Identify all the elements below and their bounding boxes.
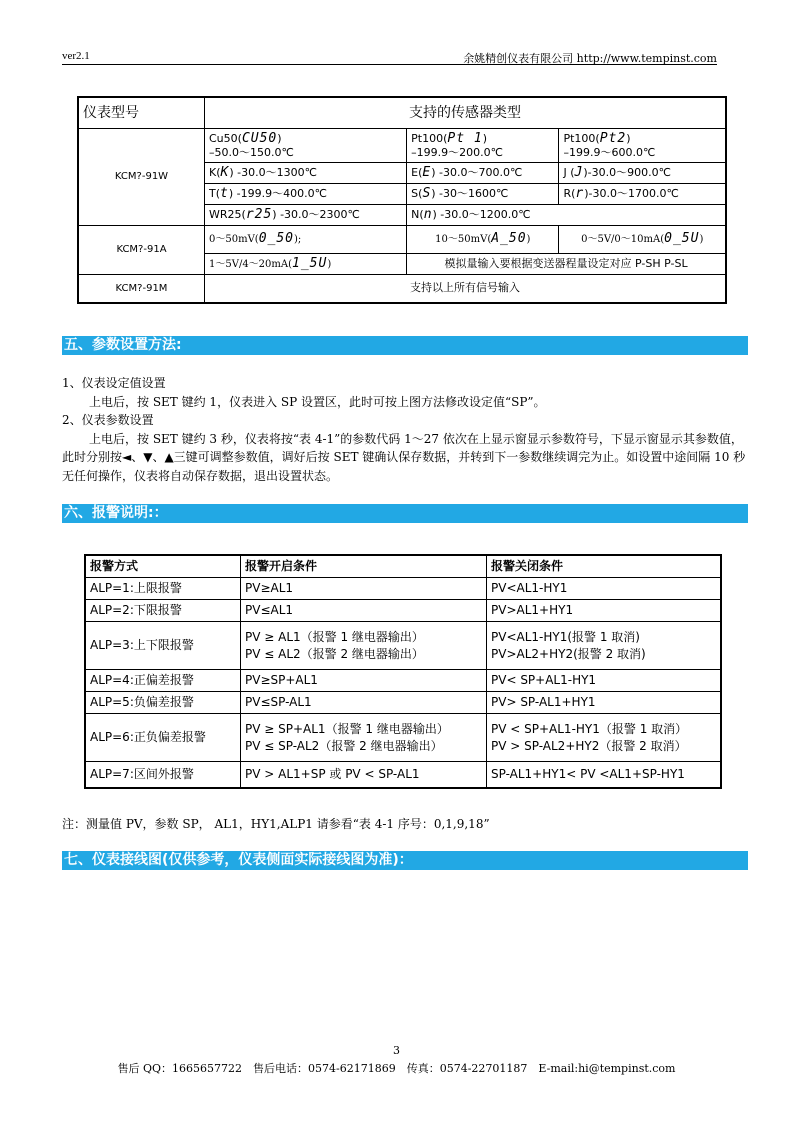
sensor-n: N(n) -30.0～1200.0℃ (407, 205, 726, 226)
section-7-title: 七、仪表接线图(仅供参考，仪表侧面实际接线图为准)： (62, 851, 748, 870)
sensor-table (77, 96, 727, 304)
t-seg-icon: t (220, 185, 229, 201)
alarm-col-off: 报警关闭条件 (487, 555, 722, 578)
a2-seg-icon: A_50 (491, 231, 527, 247)
sensor-k: K(K) -30.0～1300℃ (205, 163, 407, 184)
sensor-wr25: WR25(r25) -30.0～2300℃ (205, 205, 407, 226)
param-setting-text: 上电后，按 SET 键约 3 秒，仪表将按“表 4-1”的参数代码 1～27 依次在上显示窗显示参数符号，下显示窗显示其参数值，此时分别按◄、▼、▲三键可调整参数值，调好后按 SET 键确认保存数据，并转到下一参数继续调完为止。如设置中途间隔 10 秒无任何操作，仪表将自动保存数据，退出设置状态。 (62, 431, 746, 483)
sensor-pt100b: Pt100(Pt2) –199.9～600.0℃ (559, 129, 726, 163)
j-seg-icon: J (574, 164, 584, 180)
analog-10-50mv: 10～50mV(A_50) (407, 226, 559, 254)
model-w: KCM?-91W (78, 129, 205, 226)
table-row: ALP=3:上下限报警 PV ≥ AL1（报警 1 继电器输出） PV ≤ AL2（报警 2 继电器输出） PV<AL1-HY1(报警 1 取消) PV>AL2+HY2(报警 2 取消) (85, 622, 721, 670)
analog-note: 模拟量输入要根据变送器程量设定对应 P-SH P-SL (407, 254, 726, 275)
analog-0-50mv: 0～50mV(0_50); (205, 226, 407, 254)
alarm-note: 注：测量值 PV，参数 SP， AL1，HY1,ALP1 请参看“表 4-1 序号：0,1,9,18” (62, 817, 490, 831)
param-setting-heading: 2、仪表参数设置 (62, 413, 154, 427)
alarm-table (84, 554, 722, 789)
sp-setting-heading: 1、仪表设定值设置 (62, 376, 166, 390)
sensor-s: S(S) -30～1600℃ (407, 184, 559, 205)
sensor-j: J (J)-30.0～900.0℃ (559, 163, 726, 184)
e-seg-icon: E (422, 164, 432, 180)
pt100b-seg-icon: Pt2 (599, 130, 627, 146)
pt100a-seg-icon: Pt 1 (447, 130, 483, 146)
alarm-table-header (85, 555, 721, 578)
doc-version: ver2.1 (62, 50, 90, 62)
sensor-r: R(r)-30.0～1700.0℃ (559, 184, 726, 205)
section-5-body (62, 374, 746, 485)
table-row: ALP=5:负偏差报警 PV≤SP-AL1 PV> SP-AL1+HY1 (85, 692, 721, 714)
sp-setting-text: 上电后，按 SET 键约 1，仪表进入 SP 设置区，此时可按上图方法修改设定值“SP”。 (89, 394, 546, 409)
col-model-header: 仪表型号 (78, 97, 205, 129)
section-6-title: 六、报警说明:： (62, 504, 748, 523)
model-a: KCM?-91A (78, 226, 205, 275)
alarm-col-on: 报警开启条件 (241, 555, 487, 578)
wr25-seg-icon: r25 (245, 206, 273, 222)
page-number: 3 (393, 1044, 400, 1057)
cu50-seg-icon: CU50 (241, 130, 278, 146)
table-row: ALP=7:区间外报警 PV > AL1+SP 或 PV < SP-AL1 SP-AL1+HY1< PV <AL1+SP-HY1 (85, 762, 721, 788)
alarm-col-mode: 报警方式 (85, 555, 241, 578)
section-5-title: 五、参数设置方法: (62, 336, 748, 355)
a3-seg-icon: 0_5U (664, 231, 700, 247)
table-row: ALP=2:下限报警 PV≤AL1 PV>AL1+HY1 (85, 600, 721, 622)
k-seg-icon: K (220, 164, 230, 180)
s-seg-icon: S (422, 185, 432, 201)
model-m-desc: 支持以上所有信号输入 (205, 275, 727, 303)
model-m: KCM?-91M (78, 275, 205, 303)
a1-seg-icon: 0_50 (258, 231, 295, 247)
analog-0-5v: 0～5V/0～10mA(0_5U) (559, 226, 726, 254)
footer-contact: 售后 QQ：1665657722 售后电话：0574-62171869 传真：0574-22701187 E-mail:hi@tempinst.com (117, 1062, 676, 1075)
sensor-cu50: Cu50(CU50) –50.0～150.0℃ (205, 129, 407, 163)
header-divider (62, 64, 717, 65)
r-seg-icon: r (575, 185, 585, 201)
analog-1-5v: 1～5V/4～20mA(1_5U) (205, 254, 407, 275)
a4-seg-icon: 1_5U (292, 255, 328, 271)
table-row: ALP=4:正偏差报警 PV≥SP+AL1 PV< SP+AL1-HY1 (85, 670, 721, 692)
table-row: ALP=1:上限报警 PV≥AL1 PV<AL1-HY1 (85, 578, 721, 600)
sensor-e: E(E) -30.0～700.0℃ (407, 163, 559, 184)
company-name: 余姚精创仪表有限公司 http://www.tempinst.com (463, 52, 717, 65)
sensor-t: T(t) -199.9～400.0℃ (205, 184, 407, 205)
table-row: ALP=6:正负偏差报警 PV ≥ SP+AL1（报警 1 继电器输出） PV ≤ SP-AL2（报警 2 继电器输出） PV < SP+AL1-HY1（报警 1 取消） PV > SP-AL2+HY2（报警 2 取消） (85, 714, 721, 762)
col-sensors-header: 支持的传感器类型 (205, 97, 727, 129)
n-seg-icon: n (423, 206, 433, 222)
sensor-pt100a: Pt100(Pt 1) –199.9～200.0℃ (407, 129, 559, 163)
